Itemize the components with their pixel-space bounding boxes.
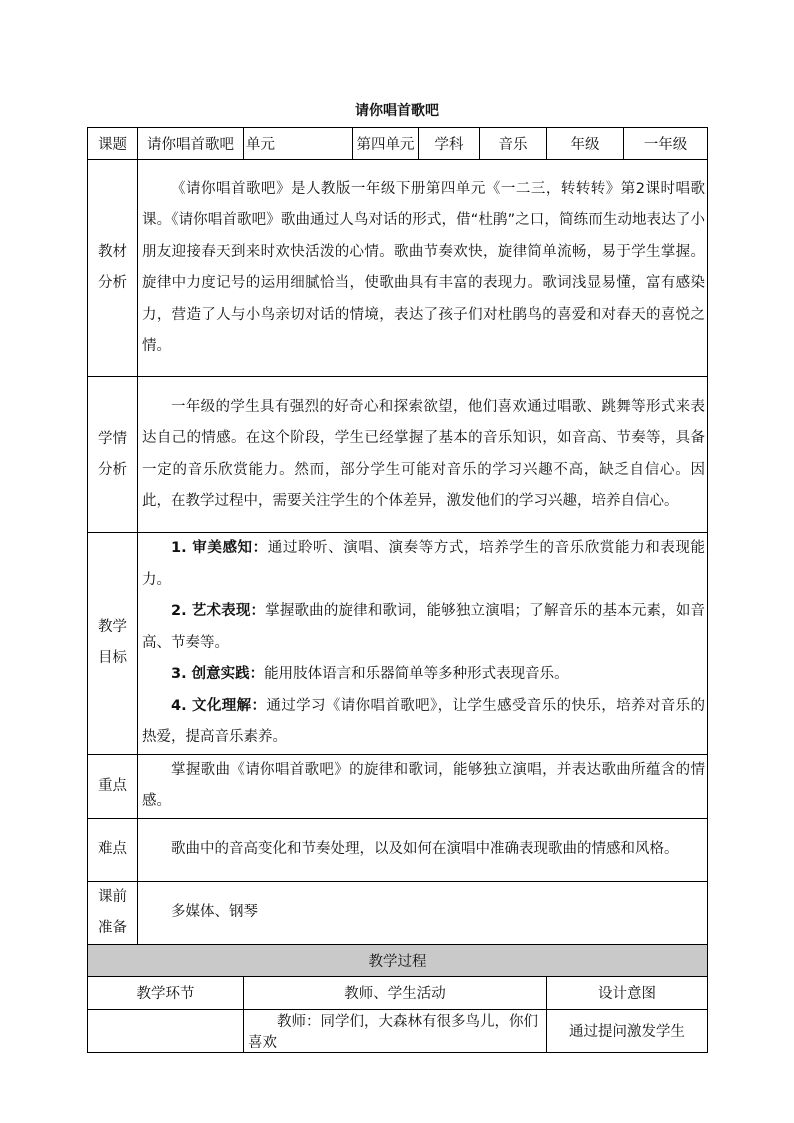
goal-item: 3. 创意实践：能用肢体语言和乐器简单等多种形式表现音乐。: [171, 666, 569, 682]
material-row: [88, 160, 708, 377]
process-intent: 通过提问激发学生: [547, 1009, 708, 1052]
key-row: [88, 754, 708, 818]
process-row: [88, 1009, 708, 1052]
header-row: [88, 128, 708, 160]
key-text: 掌握歌曲《请你唱首歌吧》的旋律和歌词，能够独立演唱，并表达歌曲所蕴含的情感。: [142, 761, 705, 809]
process-header-row: [88, 944, 708, 976]
goals-row: [88, 533, 708, 755]
students-row: [88, 377, 708, 533]
lesson-plan-table: [87, 127, 708, 1053]
process-title: 教学过程: [88, 944, 708, 976]
col-step: 教学环节: [88, 976, 244, 1009]
goal-item: 4. 文化理解：通过学习《请你唱首歌吧》，让学生感受音乐的快乐，培养对音乐的热爱，提高音乐素养。: [142, 697, 705, 745]
prep-row: [88, 881, 708, 944]
material-text: 《请你唱首歌吧》是人教版一年级下册第四单元《一二三，转转转》第2课时唱歌课。《请你唱首歌吧》歌曲通过人鸟对话的形式，借“杜鹃”之口，简练而生动地表达了小朋友迎接春天到来时欢快活泼的心情。歌曲节奏欢快，旋律简单流畅，易于学生掌握。旋律中力度记号的运用细腻恰当，使歌曲具有丰富的表现力。歌词浅显易懂，富有感染力，营造了人与小鸟亲切对话的情境，表达了孩子们对杜鹃鸟的喜爱和对春天的喜悦之情。: [142, 180, 705, 354]
unit-value: 第四单元: [353, 128, 419, 160]
students-text: 一年级的学生具有强烈的好奇心和探索欲望，他们喜欢通过唱歌、跳舞等形式来表达自己的情感。在这个阶段，学生已经掌握了基本的音乐知识，如音高、节奏等，具备一定的音乐欣赏能力。然而，部分学生可能对音乐的学习兴趣不高，缺乏自信心。因此，在教学过程中，需要关注学生的个体差异，激发他们的学习兴趣，培养自信心。: [142, 398, 705, 509]
process-activity: 教师：同学们，大森林有很多鸟儿，你们喜欢: [244, 1009, 547, 1052]
difficult-label: 难点: [88, 818, 138, 881]
page-title: 请你唱首歌吧: [355, 103, 439, 119]
topic-value: 请你唱首歌吧: [138, 128, 244, 160]
grade-value: 一年级: [624, 128, 708, 160]
col-intent: 设计意图: [547, 976, 708, 1009]
subject-label: 学科: [419, 128, 480, 160]
key-label: 重点: [88, 754, 138, 818]
process-step: [88, 1009, 244, 1052]
prep-text: 多媒体、钢琴: [171, 903, 258, 920]
goal-item: 1. 审美感知：通过聆听、演唱、演奏等方式，培养学生的音乐欣赏能力和表现能力。: [142, 540, 706, 588]
goals-label: 教学 目标: [88, 533, 138, 755]
prep-label: 课前 准备: [88, 881, 138, 944]
grade-label: 年级: [547, 128, 624, 160]
difficult-row: [88, 818, 708, 881]
goal-item: 2. 艺术表现：掌握歌曲的旋律和歌词，能够独立演唱；了解音乐的基本元素，如音高、节奏等。: [142, 603, 705, 651]
subject-value: 音乐: [480, 128, 547, 160]
material-label: 教材 分析: [88, 160, 138, 377]
col-activity: 教师、学生活动: [244, 976, 547, 1009]
difficult-text: 歌曲中的音高变化和节奏处理，以及如何在演唱中准确表现歌曲的情感和风格。: [171, 840, 679, 857]
unit-label: 单元: [246, 137, 275, 153]
students-label: 学情 分析: [88, 377, 138, 533]
topic-label: 课题: [88, 128, 138, 160]
process-columns-row: [88, 976, 708, 1009]
